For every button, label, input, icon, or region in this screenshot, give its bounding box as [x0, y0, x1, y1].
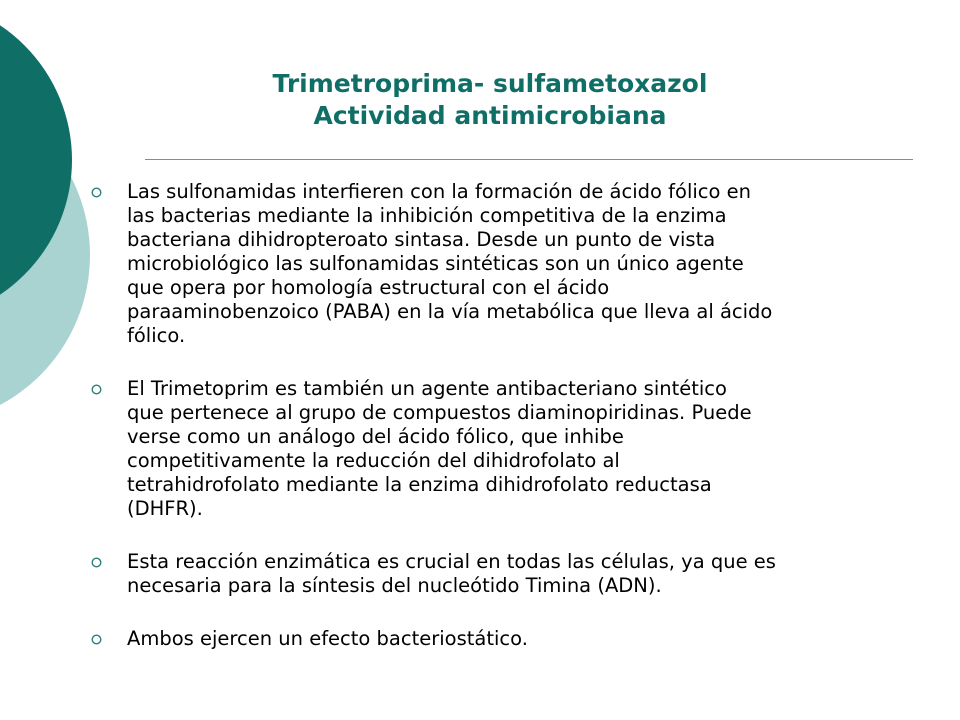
bullet-list — [80, 180, 910, 680]
bullet-text — [127, 377, 910, 521]
text-line: que pertenece al grupo de compuestos diaminopiridinas. Puede — [127, 401, 752, 424]
text-line: que opera por homología estructural con el ácido — [127, 276, 610, 299]
ring-bullet-icon — [91, 557, 102, 568]
text-line: Ambos ejercen un efecto bacteriostático. — [127, 627, 528, 650]
slide-title — [150, 68, 830, 132]
text-line: bacteriana dihidropteroato sintasa. Desde un punto de vista — [127, 228, 716, 251]
bullet-item-reaccion — [80, 550, 910, 598]
text-line: competitivamente la reducción del dihidrofolato al — [127, 449, 620, 472]
text-line: Esta reacción enzimática es crucial en todas las células, ya que es — [127, 550, 776, 573]
bullet-item-trimetoprim — [80, 377, 910, 521]
text-line: Las sulfonamidas interfieren con la formación de ácido fólico en — [127, 180, 751, 203]
ring-bullet-icon — [91, 187, 102, 198]
ring-bullet-icon — [91, 634, 102, 645]
text-line: verse como un análogo del ácido fólico, que inhibe — [127, 425, 624, 448]
text-line: tetrahidrofolato mediante la enzima dihidrofolato reductasa — [127, 473, 712, 496]
ring-bullet-icon — [91, 384, 102, 395]
text-line: fólico. — [127, 324, 186, 347]
slide-title-line-1: Trimetroprima- sulfametoxazol — [272, 69, 708, 98]
slide-title-line-2: Actividad antimicrobiana — [313, 101, 667, 130]
bullet-text — [127, 550, 910, 598]
text-line: El Trimetoprim es también un agente antibacteriano sintético — [127, 377, 727, 400]
text-line: paraaminobenzoico (PABA) en la vía metabólica que lleva al ácido — [127, 300, 773, 323]
bullet-text — [127, 180, 910, 348]
text-line: necesaria para la síntesis del nucleótido Timina (ADN). — [127, 574, 662, 597]
text-line: microbiológico las sulfonamidas sintéticas son un único agente — [127, 252, 744, 275]
text-line: las bacterias mediante la inhibición competitiva de la enzima — [127, 204, 727, 227]
bullet-item-efecto — [80, 627, 910, 651]
bullet-item-sulfonamidas — [80, 180, 910, 348]
text-line: (DHFR). — [127, 497, 203, 520]
bullet-text — [127, 627, 910, 651]
title-divider — [145, 159, 913, 160]
